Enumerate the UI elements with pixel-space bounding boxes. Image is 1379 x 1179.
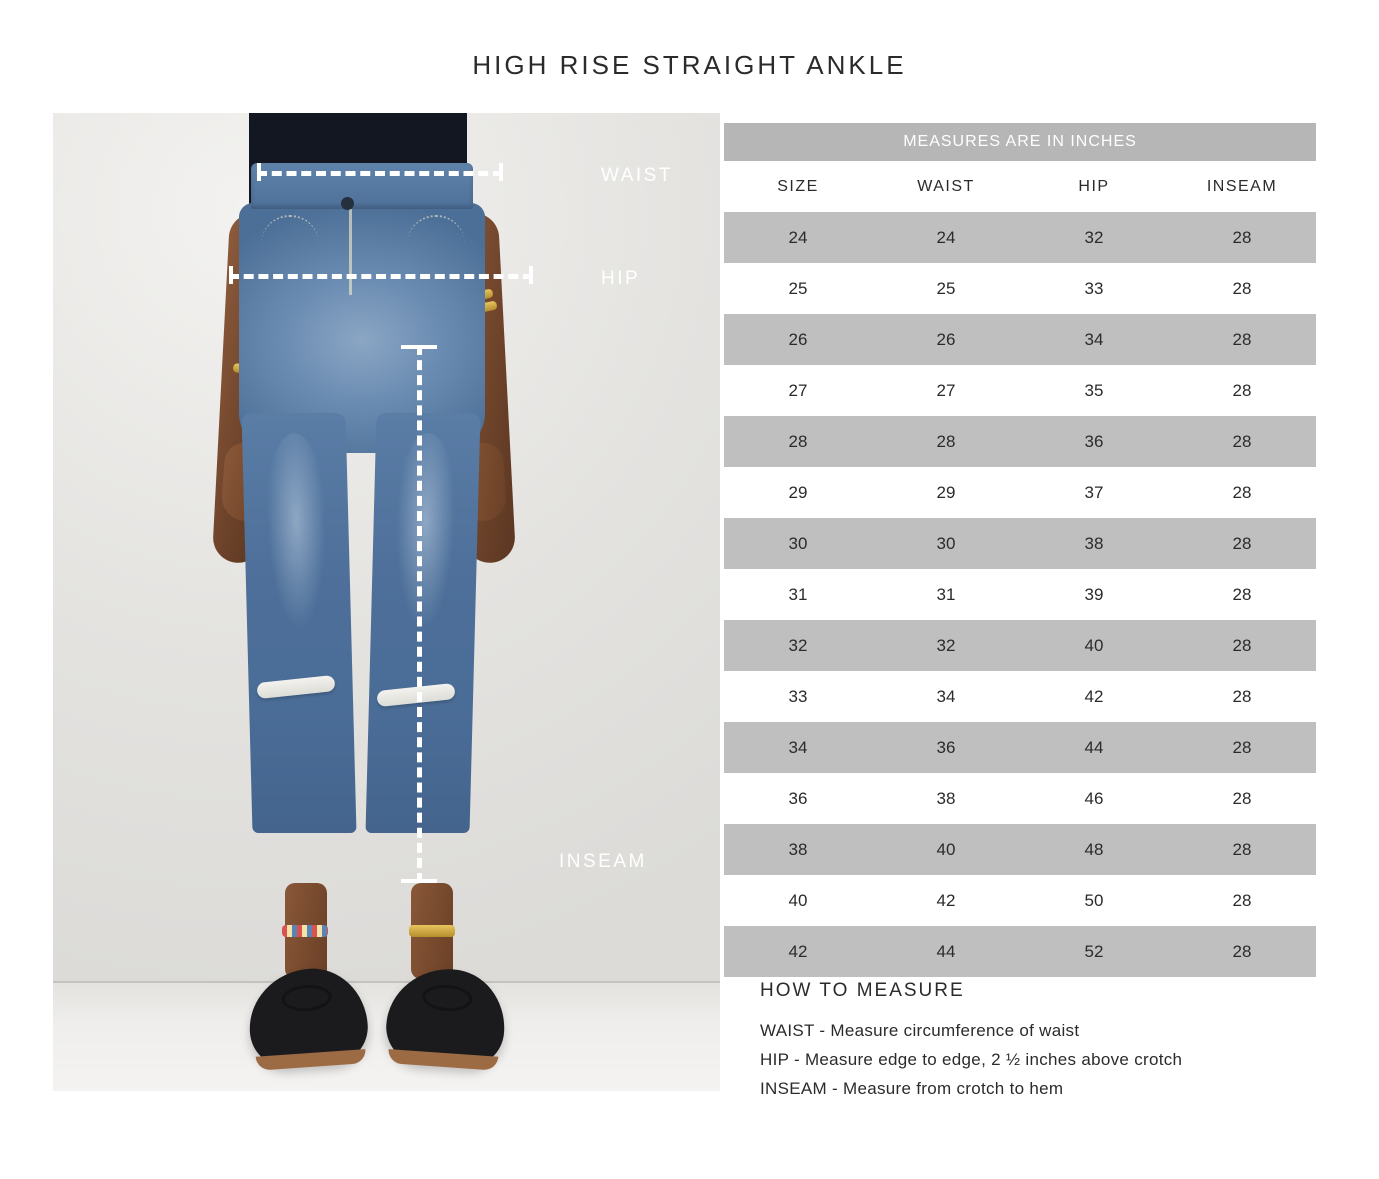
jeans-waistband <box>251 163 473 209</box>
hip-annotation-label: HIP <box>601 268 641 289</box>
product-photo <box>53 113 720 1091</box>
cell-hip: 44 <box>1020 722 1168 773</box>
cell-waist: 25 <box>872 263 1020 314</box>
waist-measure-line <box>257 171 503 176</box>
how-to-measure-title: HOW TO MEASURE <box>760 980 965 1001</box>
cell-waist: 24 <box>872 212 1020 263</box>
cell-waist: 31 <box>872 569 1020 620</box>
cell-inseam: 28 <box>1168 467 1316 518</box>
cell-inseam: 28 <box>1168 518 1316 569</box>
inseam-annotation-label: INSEAM <box>559 851 647 872</box>
cell-hip: 52 <box>1020 926 1168 977</box>
table-row <box>724 263 1316 314</box>
cell-inseam: 28 <box>1168 212 1316 263</box>
inseam-tick-top <box>401 345 437 349</box>
column-header-hip: HIP <box>1020 161 1168 212</box>
table-row <box>724 416 1316 467</box>
waist-tick-right <box>499 163 503 181</box>
cell-inseam: 28 <box>1168 620 1316 671</box>
table-header-row <box>724 161 1316 212</box>
gold-anklet-icon <box>409 925 455 937</box>
hip-tick-right <box>529 266 533 284</box>
cell-hip: 42 <box>1020 671 1168 722</box>
cell-size: 26 <box>724 314 872 365</box>
cell-hip: 36 <box>1020 416 1168 467</box>
table-row <box>724 671 1316 722</box>
jeans-button-icon <box>341 197 354 210</box>
photo-floor-line <box>53 981 720 983</box>
page-title: HIGH RISE STRAIGHT ANKLE <box>472 50 907 80</box>
table-row <box>724 620 1316 671</box>
cell-size: 27 <box>724 365 872 416</box>
cell-waist: 26 <box>872 314 1020 365</box>
how-to-measure <box>760 980 1360 1103</box>
cell-inseam: 28 <box>1168 773 1316 824</box>
cell-waist: 32 <box>872 620 1020 671</box>
size-chart <box>724 123 1316 977</box>
cell-waist: 42 <box>872 875 1020 926</box>
cell-hip: 38 <box>1020 518 1168 569</box>
waist-tick-left <box>257 163 261 181</box>
jeans-leg-right <box>366 413 481 833</box>
cell-size: 34 <box>724 722 872 773</box>
cell-size: 33 <box>724 671 872 722</box>
cell-inseam: 28 <box>1168 722 1316 773</box>
cell-hip: 39 <box>1020 569 1168 620</box>
cell-waist: 36 <box>872 722 1020 773</box>
table-row <box>724 722 1316 773</box>
beaded-anklet-icon <box>282 925 328 937</box>
hip-tick-left <box>229 266 233 284</box>
how-to-measure-waist: WAIST - Measure circumference of waist <box>760 1021 1080 1040</box>
cell-inseam: 28 <box>1168 416 1316 467</box>
cell-hip: 50 <box>1020 875 1168 926</box>
cell-waist: 34 <box>872 671 1020 722</box>
cell-waist: 40 <box>872 824 1020 875</box>
cell-size: 28 <box>724 416 872 467</box>
column-header-inseam: INSEAM <box>1168 161 1316 212</box>
table-row <box>724 467 1316 518</box>
jeans <box>221 163 501 893</box>
cell-size: 30 <box>724 518 872 569</box>
waist-annotation-label: WAIST <box>601 165 673 186</box>
cell-size: 29 <box>724 467 872 518</box>
cell-inseam: 28 <box>1168 875 1316 926</box>
cell-hip: 46 <box>1020 773 1168 824</box>
cell-hip: 33 <box>1020 263 1168 314</box>
cell-inseam: 28 <box>1168 365 1316 416</box>
jeans-leg-left <box>242 413 357 833</box>
cell-hip: 40 <box>1020 620 1168 671</box>
cell-hip: 32 <box>1020 212 1168 263</box>
cell-size: 32 <box>724 620 872 671</box>
hip-measure-line <box>229 274 533 279</box>
cell-waist: 44 <box>872 926 1020 977</box>
cell-size: 25 <box>724 263 872 314</box>
cell-inseam: 28 <box>1168 314 1316 365</box>
cell-size: 31 <box>724 569 872 620</box>
table-row <box>724 365 1316 416</box>
table-row <box>724 518 1316 569</box>
cell-waist: 28 <box>872 416 1020 467</box>
table-row <box>724 773 1316 824</box>
table-row <box>724 314 1316 365</box>
inseam-tick-bottom <box>401 879 437 883</box>
cell-waist: 27 <box>872 365 1020 416</box>
how-to-measure-hip: HIP - Measure edge to edge, 2 ½ inches above crotch <box>760 1050 1183 1069</box>
cell-waist: 30 <box>872 518 1020 569</box>
cell-hip: 34 <box>1020 314 1168 365</box>
table-row <box>724 875 1316 926</box>
cell-size: 42 <box>724 926 872 977</box>
cell-size: 38 <box>724 824 872 875</box>
cell-inseam: 28 <box>1168 926 1316 977</box>
table-row <box>724 824 1316 875</box>
column-header-waist: WAIST <box>872 161 1020 212</box>
cell-inseam: 28 <box>1168 824 1316 875</box>
size-chart-banner: MEASURES ARE IN INCHES <box>724 123 1316 161</box>
size-chart-table <box>724 161 1316 977</box>
table-row <box>724 212 1316 263</box>
cell-hip: 35 <box>1020 365 1168 416</box>
cell-inseam: 28 <box>1168 263 1316 314</box>
cell-inseam: 28 <box>1168 569 1316 620</box>
cell-waist: 38 <box>872 773 1020 824</box>
table-row <box>724 926 1316 977</box>
jeans-fly-seam <box>349 209 352 295</box>
cell-size: 40 <box>724 875 872 926</box>
cell-hip: 37 <box>1020 467 1168 518</box>
cell-waist: 29 <box>872 467 1020 518</box>
inseam-measure-line <box>417 345 422 883</box>
table-row <box>724 569 1316 620</box>
cell-inseam: 28 <box>1168 671 1316 722</box>
cell-size: 36 <box>724 773 872 824</box>
how-to-measure-inseam: INSEAM - Measure from crotch to hem <box>760 1079 1064 1098</box>
cell-size: 24 <box>724 212 872 263</box>
column-header-size: SIZE <box>724 161 872 212</box>
cell-hip: 48 <box>1020 824 1168 875</box>
